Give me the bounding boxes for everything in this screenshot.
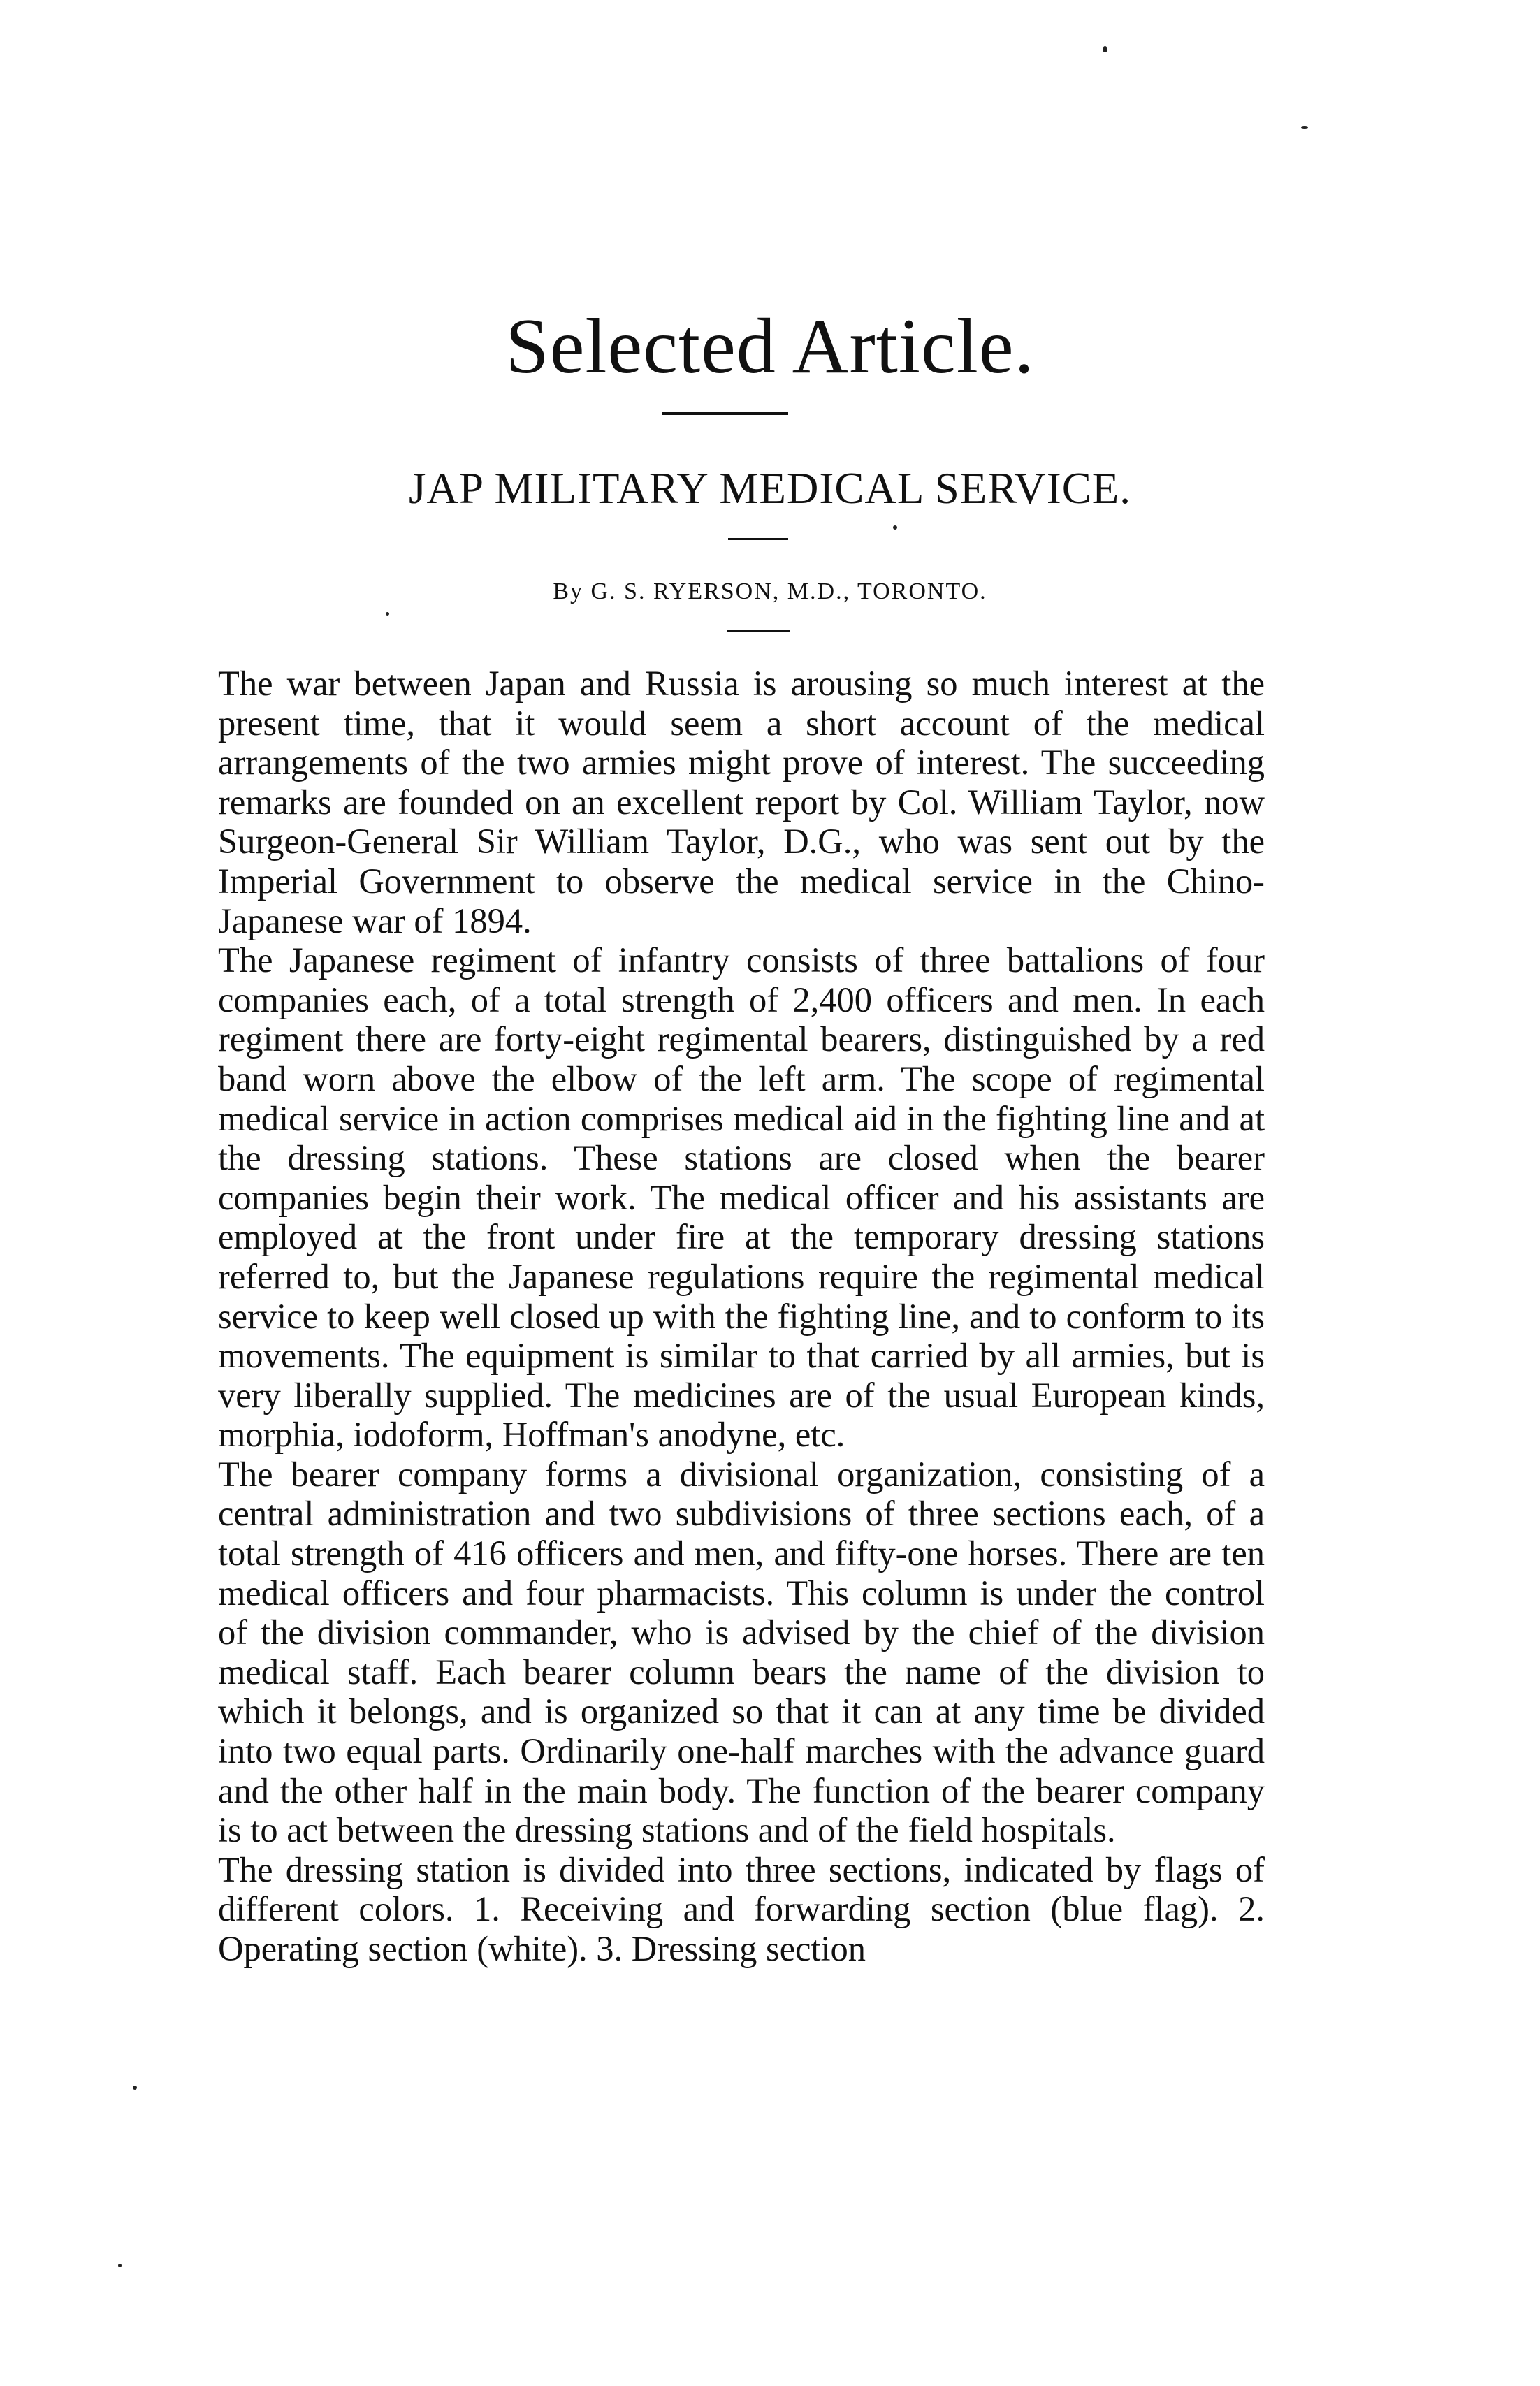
print-speck <box>118 2264 122 2267</box>
print-speck <box>386 612 389 616</box>
print-speck <box>133 2086 137 2090</box>
article-body <box>218 664 1265 1969</box>
paragraph: The Japanese regiment of infantry consists of three battalions of four companies each, of a total strength of 2,400 officers and men. In each regiment there are forty-eight regimental bearers, distinguished by a red band worn above the elbow of the left arm. The scope of regimental medical service in action comprises medical aid in the fighting line and at the dressing stations. These stations are closed when the bearer companies begin their work. The medical officer and his assistants are employed at the front under fire at the temporary dressing stations referred to, but the Japanese regulations require the regimental medical service to keep well closed up with the fighting line, and to conform to its movements. The equipment is similar to that carried by all armies, but is very liberally supplied. The medicines are of the usual European kinds, morphia, iodoform, Hoffman's anodyne, etc. <box>218 940 1265 1455</box>
article-title: JAP MILITARY MEDICAL SERVICE. <box>409 464 1131 513</box>
title-divider <box>728 538 788 540</box>
print-speck <box>1103 46 1107 52</box>
byline-divider <box>727 630 790 632</box>
paragraph: The dressing station is divided into three sections, indicated by flags of different colors. 1. Receiving and forwarding section (blue flag). 2. Operating section (white). 3. Dressing section <box>218 1849 1265 1968</box>
paragraph: The war between Japan and Russia is arousing so much interest at the present time, that it would seem a short account of the medical arrangements of the two armies might prove of interest. The succeeding remarks are founded on an excellent report by Col. William Taylor, now Surgeon-General Sir William Taylor, D.G., who was sent out by the Imperial Government to observe the medical service in the Chino-Japanese war of 1894. <box>218 664 1265 940</box>
section-heading: Selected Article. <box>505 303 1035 390</box>
byline: By G. S. RYERSON, M.D., TORONTO. <box>553 579 987 604</box>
print-speck <box>1301 126 1308 129</box>
paragraph: The bearer company forms a divisional organization, consisting of a central administration and two subdivisions of three sections each, of a total strength of 416 officers and men, and fifty-one horses. There are ten medical officers and four pharmacists. This column is under the control of the division commander, who is advised by the chief of the division medical staff. Each bearer column bears the name of the division to which it belongs, and is organized so that it can at any time be divided into two equal parts. Ordinarily one-half marches with the advance guard and the other half in the main body. The function of the bearer company is to act between the dressing stations and of the field hospitals. <box>218 1454 1265 1850</box>
print-speck <box>893 525 897 530</box>
heading-divider <box>662 412 788 415</box>
